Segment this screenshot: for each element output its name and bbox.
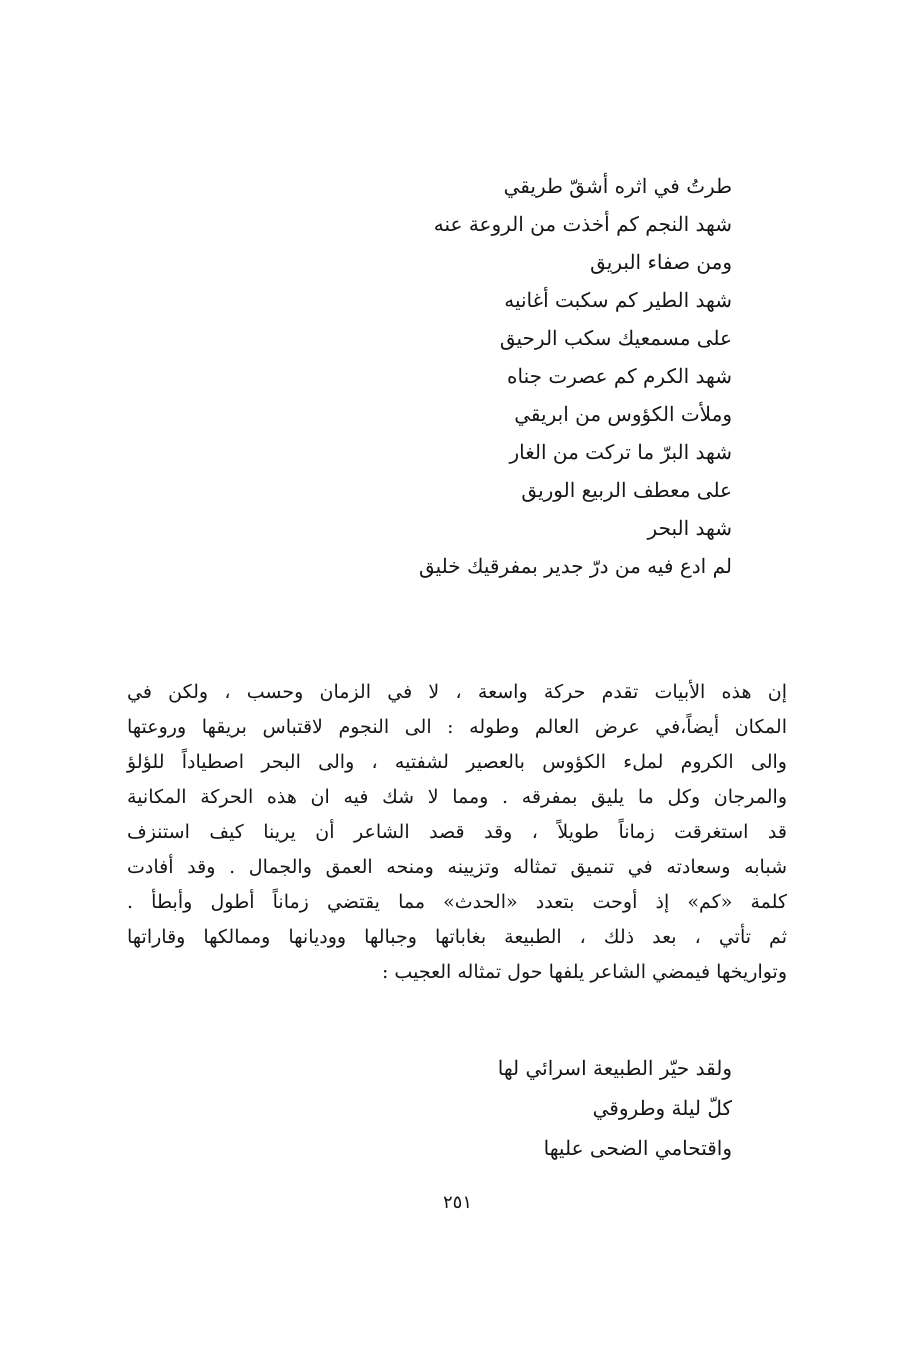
poem-line: واقتحامي الضحى عليها [543, 1136, 732, 1160]
poem-line: على مسمعيك سكب الرحيق [499, 326, 732, 350]
poem-line: ومن صفاء البريق [590, 250, 732, 274]
poem-line: ولقد حيّر الطبيعة اسرائي لها [497, 1056, 732, 1080]
paragraph-line: ثم تأتي ، بعد ذلك ، الطبيعة بغاباتها وجبالها ووديانها وممالكها وقاراتها [127, 926, 787, 948]
paragraph-line: كلمة «كم» إذ أوحت بتعدد «الحدث» مما يقتضي زماناً أطول وأبطأ . [127, 891, 787, 913]
poem-line: على معطف الربيع الوريق [521, 478, 732, 502]
poem-stanza-bottom [312, 1048, 732, 1168]
poem-line: شهد الكرم كم عصرت جناه [507, 364, 732, 388]
poem-line: وملأت الكؤوس من ابريقي [514, 402, 732, 426]
poem-line: شهد البرّ ما تركت من الغار [509, 440, 732, 464]
paragraph-line: والى الكروم لملء الكؤوس بالعصير لشفتيه ، والى البحر اصطياداً للؤلؤ [127, 751, 787, 773]
page-number: ٢٥١ [442, 1192, 472, 1213]
poem-line: طرتُ في اثره أشقّ طريقي [503, 174, 732, 198]
paragraph-line: قد استغرقت زماناً طويلاً ، وقد قصد الشاعر أن يرينا كيف استنزف [127, 821, 787, 843]
poem-line: لم ادع فيه من درّ جدير بمفرقيك خليق [418, 554, 732, 578]
paragraph-line: شبابه وسعادته في تنميق تمثاله وتزيينه ومنحه العمق والجمال . وقد أفادت [127, 856, 787, 878]
poem-stanza-top [312, 167, 732, 585]
paragraph-line: والمرجان وكل ما يليق بمفرقه . ومما لا شك فيه ان هذه الحركة المكانية [127, 786, 787, 808]
paragraph-line: المكان أيضاً،في عرض العالم وطوله : الى النجوم لاقتباس بريقها وروعتها [127, 716, 787, 738]
poem-line: شهد الطير كم سكبت أغانيه [504, 288, 732, 312]
poem-line: شهد البحر [647, 516, 732, 540]
paragraph-line: وتواريخها فيمضي الشاعر يلفها حول تمثاله العجيب : [381, 961, 787, 983]
poem-line: شهد النجم كم أخذت من الروعة عنه [433, 212, 732, 236]
paragraph-line: إن هذه الأبيات تقدم حركة واسعة ، لا في الزمان وحسب ، ولكن في [127, 681, 787, 703]
commentary-paragraph [127, 675, 787, 990]
poem-line: كلّ ليلة وطروقي [592, 1096, 732, 1120]
